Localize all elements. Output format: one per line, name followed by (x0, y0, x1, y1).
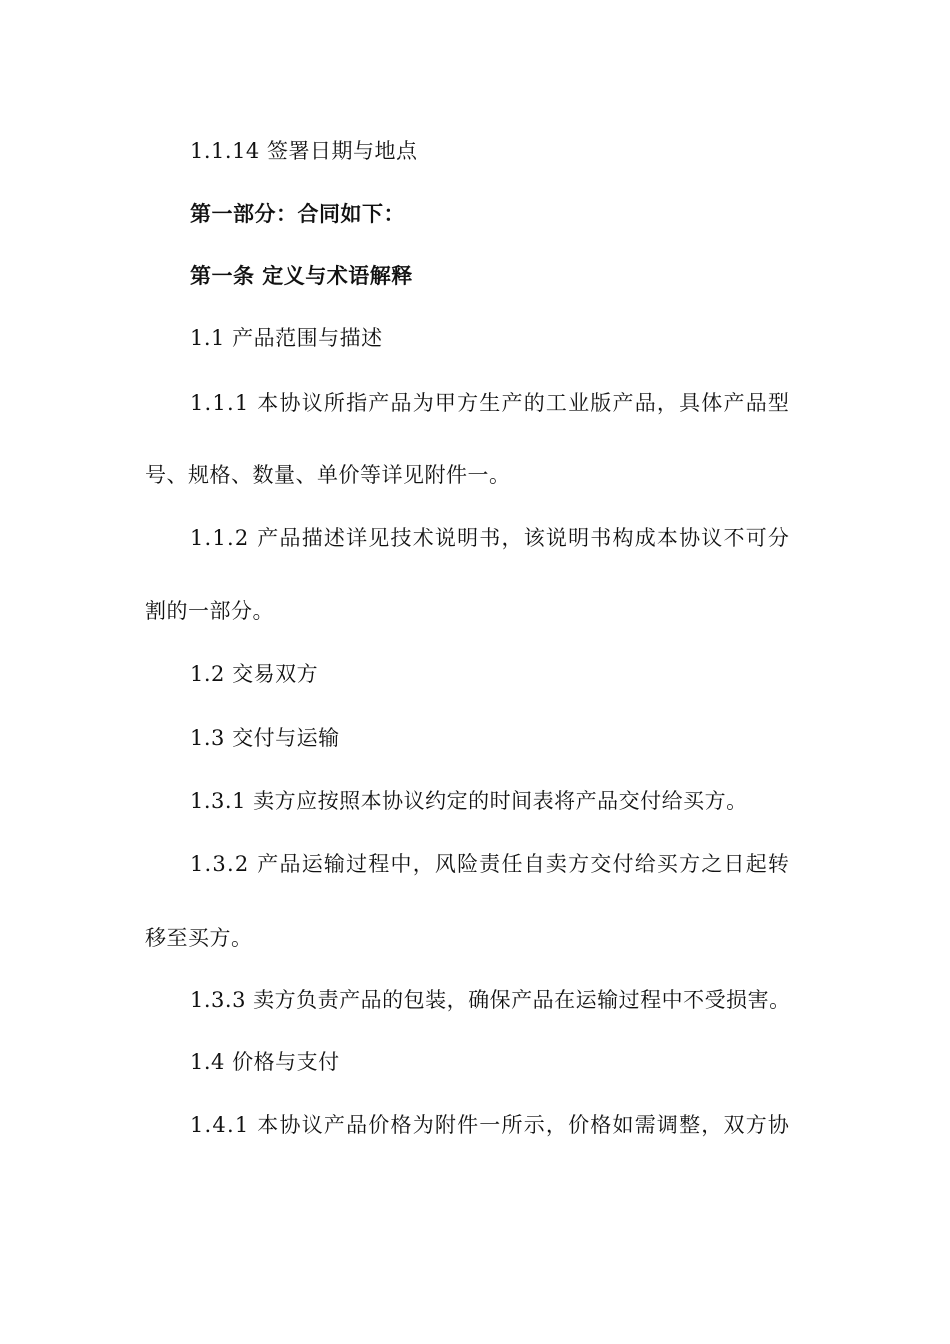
clause-1-1-14: 1.1.14 签署日期与地点 (190, 139, 418, 163)
article-one-heading: 第一条 定义与术语解释 (190, 264, 413, 288)
clause-1-3-2-line-1: 1.3.2 产品运输过程中，风险责任自卖方交付给买方之日起转 (190, 852, 791, 876)
section-1-4-heading: 1.4 价格与支付 (190, 1050, 340, 1074)
part-one-heading: 第一部分：合同如下： (190, 202, 405, 226)
clause-1-4-1-line-1: 1.4.1 本协议产品价格为附件一所示，价格如需调整，双方协 (190, 1113, 791, 1137)
section-1-2-heading: 1.2 交易双方 (190, 662, 319, 686)
section-1-3-heading: 1.3 交付与运输 (190, 726, 340, 750)
clause-1-1-1-line-1: 1.1.1 本协议所指产品为甲方生产的工业版产品，具体产品型 (190, 391, 791, 415)
clause-1-1-1-line-2: 号、规格、数量、单价等详见附件一。 (145, 463, 511, 487)
clause-1-1-2-line-1: 1.1.2 产品描述详见技术说明书，该说明书构成本协议不可分 (190, 526, 791, 550)
section-1-1-heading: 1.1 产品范围与描述 (190, 326, 383, 350)
clause-1-3-1: 1.3.1 卖方应按照本协议约定的时间表将产品交付给买方。 (190, 789, 748, 813)
clause-1-1-2-line-2: 割的一部分。 (145, 599, 274, 623)
clause-1-3-3: 1.3.3 卖方负责产品的包装，确保产品在运输过程中不受损害。 (190, 988, 791, 1012)
clause-1-3-2-line-2: 移至买方。 (145, 926, 253, 950)
